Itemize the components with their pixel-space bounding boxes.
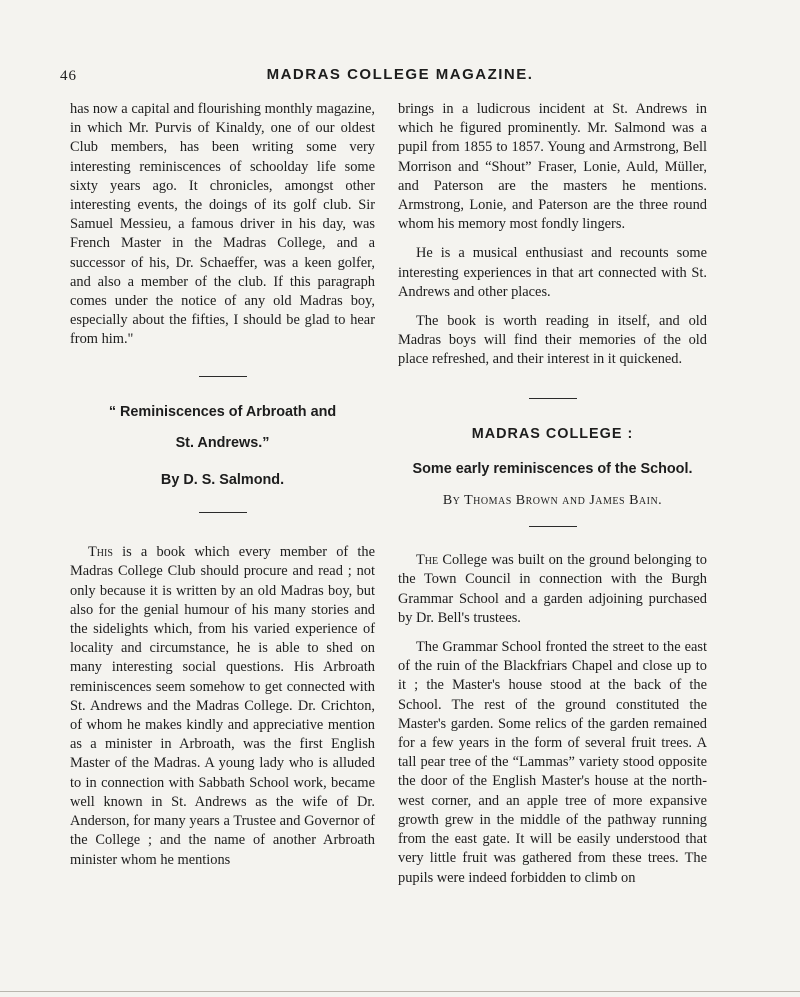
section-divider [199, 376, 247, 377]
article-paragraph-text: College was built on the ground belonging to the Town Council in connection with the Burgh Grammar School and a garden adjoining purchased by Dr. Bell's trustees. [398, 552, 707, 626]
continued-paragraph: brings in a ludicrous incident at St. Andrews in which he figured prominently. Mr. Salmond was a pupil from 1855 to 1857. Young and Armstrong, Bell Morrison and “Shout” Fraser, Lonie, Auld, Müller, and Paterson are the masters he mentions. Armstrong, Lonie, and Paterson are the three round whom his memory most fondly lingers. [398, 101, 707, 233]
article-byline: By Thomas Brown and James Bain. [442, 493, 663, 509]
running-title: MADRAS COLLEGE MAGAZINE. [266, 66, 534, 83]
article-paragraph [398, 551, 707, 628]
section-divider [529, 526, 577, 527]
review-title [70, 403, 375, 453]
article-title: MADRAS COLLEGE : [471, 425, 634, 442]
review-title-line-1: “ Reminiscences of Arbroath and [108, 403, 337, 420]
continued-paragraph: has now a capital and flourishing monthly magazine, in which Mr. Purvis of Kinaldy, one of our oldest Club members, has been writing some very interesting reminiscences of schoolday life some sixty years ago. It chronicles, amongst other interesting events, the doings of its golf club. Sir Samuel Messieu, a famous driver in his day, was French Master in the Madras College, and a successor of his, Dr. Schaeffer, was a keen golfer, and also a member of the club. If this paragraph comes under the notice of any old Madras boy, especially about the fifties, I should be glad to hear from him." [70, 101, 375, 348]
left-column [70, 100, 375, 880]
review-paragraph-text: is a book which every member of the Madras College Club should procure and read ; not only because it is written by an old Madras boy, but also for the genial humour of his many stories and the sidelights which, from his varied experience of locality and circumstance, he is able to shed on many interesting social questions. His Arbroath reminiscences seem somehow to get connected with St. Andrews and the Madras College. Dr. Crichton, of whom he makes kindly and appreciative mention as a minister in Arbroath, was the first English Master of the Madras. A young lady who is alluded to in connection with Sabbath School work, became well known in St. Andrews as the wife of Dr. Anderson, for many years a Trustee and Governor of the College ; and the name of another Arbroath minister whom he mentions [70, 544, 375, 868]
article-subtitle: Some early reminiscences of the School. [412, 460, 693, 477]
right-column [398, 100, 707, 898]
section-divider [199, 512, 247, 513]
drop-word: This [88, 544, 113, 561]
review-author: By D. S. Salmond. [160, 472, 285, 489]
drop-word: The [416, 552, 439, 569]
page-bottom-edge [0, 991, 800, 992]
review-paragraph [70, 543, 375, 869]
paragraph: He is a musical enthusiast and recounts some interesting experiences in that art connected with St. Andrews and other places. [398, 245, 707, 300]
review-title-line-2: St. Andrews.” [175, 434, 270, 451]
paragraph: The book is worth reading in itself, and old Madras boys will find their memories of the old place refreshed, and their interest in it quickened. [398, 313, 707, 368]
section-divider [529, 398, 577, 399]
page-number: 46 [60, 68, 77, 84]
article-paragraph: The Grammar School fronted the street to the east of the ruin of the Blackfriars Chapel and close up to it ; the Master's house stood at the back of the School. The rest of the ground constituted the Master's garden. Some relics of the garden remained for a few years in the form of several fruit trees. A tall pear tree of the “Lammas” variety stood opposite the door of the English Master's house at the north-west corner, and an apple tree of more expansive growth grew in the middle of the pathway running from the east gate. It will be easily understood that very little fruit was gathered from these trees. The pupils were indeed forbidden to climb on [398, 639, 707, 886]
